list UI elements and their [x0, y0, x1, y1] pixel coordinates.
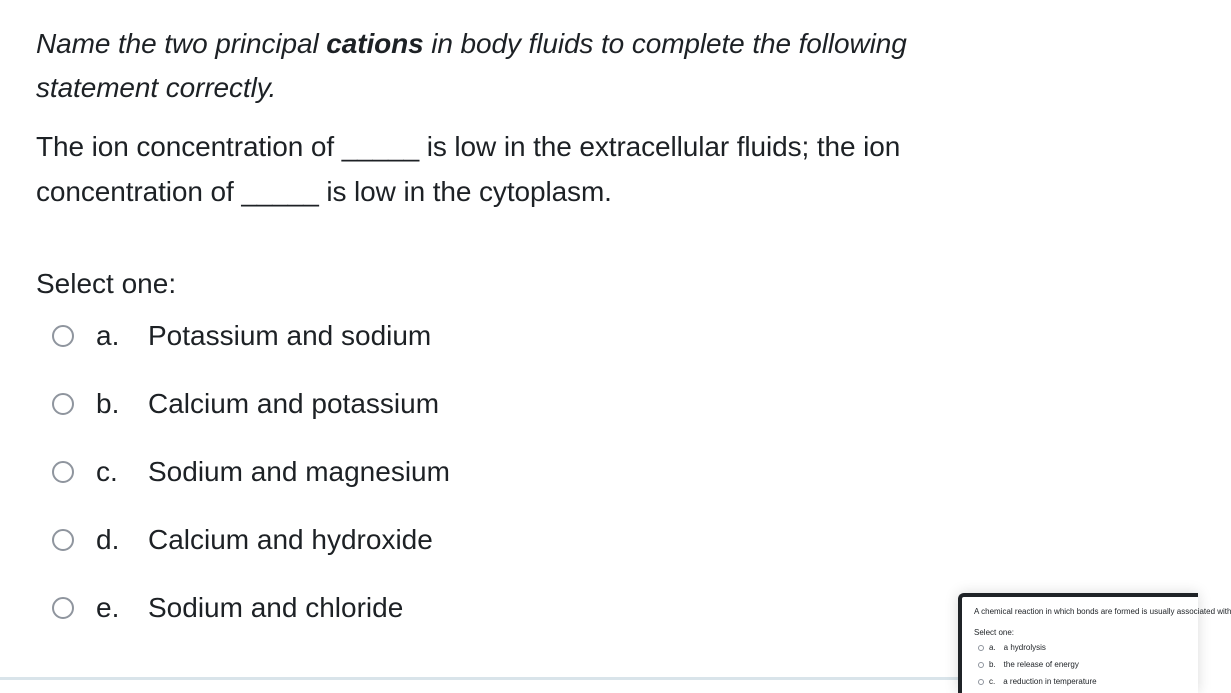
- thumbnail-option-letter: c.: [989, 677, 996, 686]
- question-text-block: [36, 22, 1036, 214]
- question-statement: The ion concentration of _____ is low in the extracellular fluids; the ion concentration of _____ is low in the cytoplasm.: [36, 131, 901, 207]
- option-e[interactable]: [52, 584, 572, 632]
- option-letter: e.: [96, 592, 120, 623]
- thumbnail-option-c: [978, 677, 1097, 686]
- thumbnail-option-label: the release of energy: [1003, 660, 1079, 669]
- option-label[interactable]: Calcium and hydroxide: [148, 524, 433, 555]
- thumbnail-radio-icon: [978, 645, 984, 651]
- thumbnail-option-letter: b.: [989, 660, 996, 669]
- radio-button-d[interactable]: [52, 529, 74, 551]
- option-label[interactable]: Calcium and potassium: [148, 388, 440, 419]
- option-label[interactable]: Sodium and magnesium: [148, 456, 450, 487]
- prompt-text-end: in body fluids to complete the following statement correctly.: [36, 28, 907, 103]
- option-letter: d.: [96, 524, 120, 555]
- option-letter: a.: [96, 320, 120, 351]
- option-d[interactable]: [52, 516, 572, 564]
- thumbnail-option-b: [978, 660, 1079, 669]
- thumbnail-radio-icon: [978, 662, 984, 668]
- prompt-bold-term: cations: [326, 28, 424, 59]
- option-a[interactable]: [52, 312, 572, 360]
- thumbnail-option-label: a reduction in temperature: [1003, 677, 1097, 686]
- option-label[interactable]: Potassium and sodium: [148, 320, 432, 351]
- radio-button-e[interactable]: [52, 597, 74, 619]
- option-letter: c.: [96, 456, 118, 487]
- select-one-label: Select one:: [36, 268, 177, 299]
- thumbnail-radio-icon: [978, 679, 984, 685]
- radio-button-a[interactable]: [52, 325, 74, 347]
- option-c[interactable]: [52, 448, 572, 496]
- thumbnail-question: A chemical reaction in which bonds are formed is usually associated with: [974, 607, 1231, 616]
- thumbnail-select-label: Select one:: [974, 628, 1015, 637]
- option-b[interactable]: [52, 380, 572, 428]
- radio-button-c[interactable]: [52, 461, 74, 483]
- option-letter: b.: [96, 388, 120, 419]
- thumbnail-option-label: a hydrolysis: [1003, 643, 1046, 652]
- radio-button-b[interactable]: [52, 393, 74, 415]
- screenshot-thumbnail[interactable]: [958, 593, 1231, 693]
- thumbnail-option-a: [978, 643, 1046, 652]
- prompt-text-start: Name the two principal: [36, 28, 327, 59]
- option-label[interactable]: Sodium and chloride: [148, 592, 404, 623]
- thumbnail-option-letter: a.: [989, 643, 996, 652]
- question-prompt: [36, 22, 1036, 110]
